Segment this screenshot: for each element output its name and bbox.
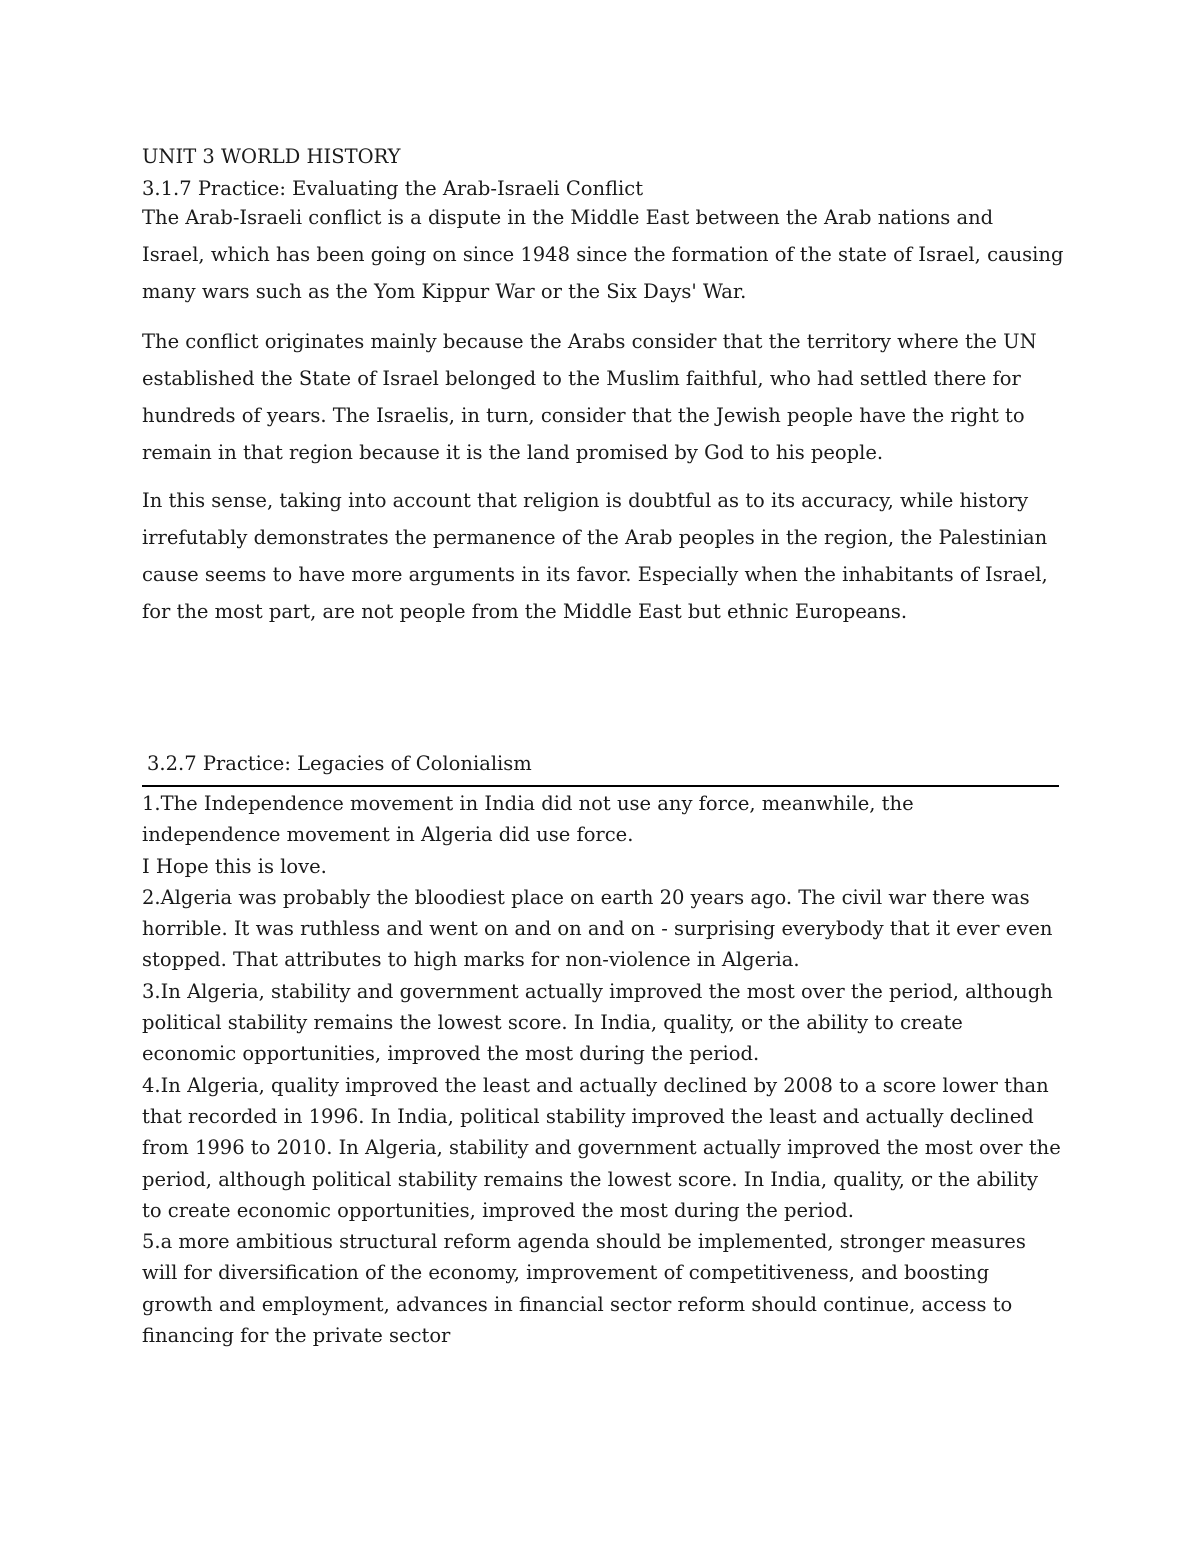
text-line: horrible. It was ruthless and went on and on and on - surprising everybody that it ever even	[142, 917, 1053, 941]
text-line: for the most part, are not people from the Middle East but ethnic Europeans.	[142, 600, 908, 623]
horizontal-rule	[142, 785, 1059, 787]
text-line: economic opportunities, improved the most during the period.	[142, 1042, 760, 1066]
practice-title-1: 3.1.7 Practice: Evaluating the Arab-Israeli Conflict	[142, 177, 644, 200]
text-line: many wars such as the Yom Kippur War or the Six Days' War.	[142, 280, 747, 303]
text-line: 4.In Algeria, quality improved the least and actually declined by 2008 to a score lower than	[142, 1073, 1049, 1097]
text-line: In this sense, taking into account that religion is doubtful as to its accuracy, while history	[142, 489, 1029, 512]
paragraph-2	[142, 323, 1062, 471]
text-line: The conflict originates mainly because the Arabs consider that the territory where the UN	[142, 330, 1037, 353]
practice-title-2: 3.2.7 Practice: Legacies of Colonialism	[147, 752, 532, 775]
section-1-header	[142, 141, 1062, 205]
text-line: from 1996 to 2010. In Algeria, stability and government actually improved the most over the	[142, 1136, 1061, 1160]
text-line: 5.a more ambitious structural reform agenda should be implemented, stronger measures	[142, 1230, 1026, 1254]
text-line: 2.Algeria was probably the bloodiest place on earth 20 years ago. The civil war there was	[142, 885, 1030, 909]
paragraph-3	[142, 482, 1062, 630]
text-line: financing for the private sector	[142, 1324, 451, 1348]
text-line: 1.The Independence movement in India did not use any force, meanwhile, the	[142, 792, 914, 815]
text-line: I Hope this is love.	[142, 854, 327, 878]
text-line: will for diversification of the economy, improvement of competitiveness, and boosting	[142, 1261, 990, 1285]
text-line: 3.In Algeria, stability and government actually improved the most over the period, although	[142, 979, 1053, 1003]
text-line: established the State of Israel belonged to the Muslim faithful, who had settled there for	[142, 367, 1021, 390]
text-line: that recorded in 1996. In India, political stability improved the least and actually declined	[142, 1104, 1034, 1128]
text-line: political stability remains the lowest score. In India, quality, or the ability to create	[142, 1011, 963, 1035]
text-line: remain in that region because it is the land promised by God to his people.	[142, 441, 884, 464]
section-2-answers	[142, 788, 1062, 1351]
text-line: growth and employment, advances in financial sector reform should continue, access to	[142, 1292, 1013, 1316]
text-line: period, although political stability remains the lowest score. In India, quality, or the ability	[142, 1167, 1039, 1191]
text-line: hundreds of years. The Israelis, in turn, consider that the Jewish people have the right to	[142, 404, 1025, 427]
text-line: stopped. That attributes to high marks for non-violence in Algeria.	[142, 948, 800, 972]
text-line: independence movement in Algeria did use force.	[142, 823, 634, 847]
text-line: Israel, which has been going on since 1948 since the formation of the state of Israel, causing	[142, 243, 1064, 266]
paragraph-1	[142, 199, 1062, 310]
text-line: to create economic opportunities, improved the most during the period.	[142, 1198, 854, 1222]
unit-title: UNIT 3 WORLD HISTORY	[142, 145, 401, 168]
text-line: cause seems to have more arguments in its favor. Especially when the inhabitants of Israel,	[142, 563, 1048, 586]
text-line: The Arab-Israeli conflict is a dispute in the Middle East between the Arab nations and	[142, 206, 994, 229]
text-line: irrefutably demonstrates the permanence of the Arab peoples in the region, the Palestinian	[142, 526, 1048, 549]
